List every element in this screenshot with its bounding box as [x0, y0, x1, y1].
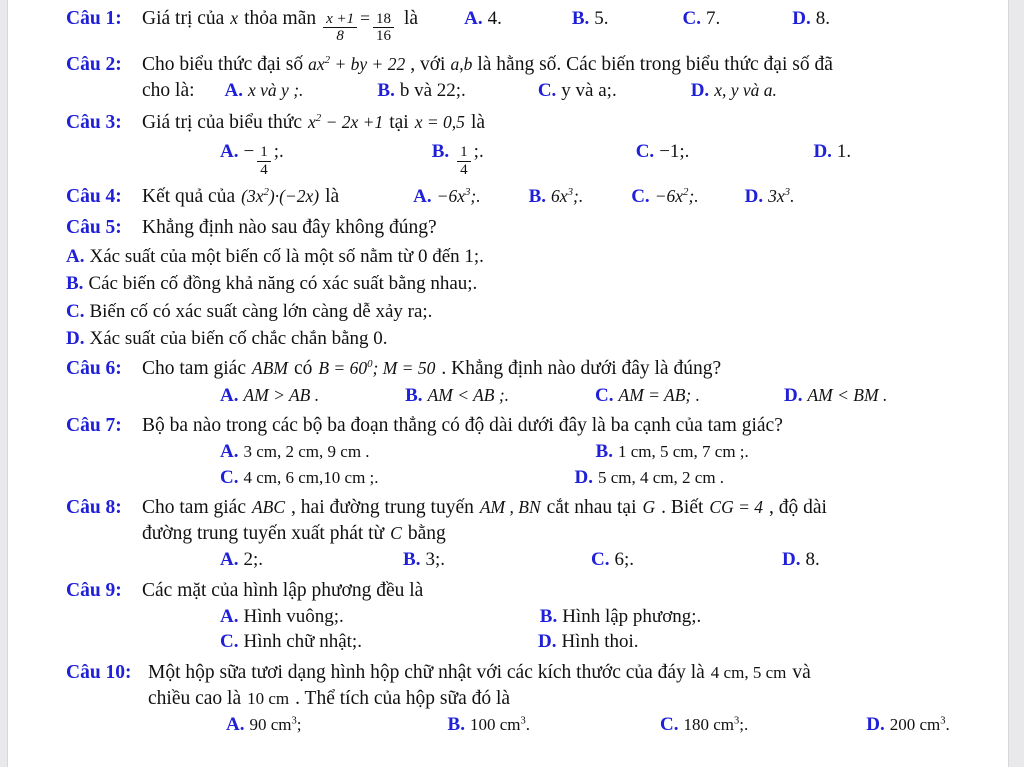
question-2-label: Câu 2:: [66, 53, 122, 75]
question-10-label: Câu 10:: [66, 661, 132, 683]
q1-option-c-value: 7.: [706, 8, 721, 29]
q1-option-c[interactable]: [683, 6, 721, 31]
q3-at-value: x = 0,5: [414, 112, 465, 133]
q7-option-a[interactable]: [220, 439, 370, 464]
q2-line1-a: Cho biểu thức đại số: [142, 53, 304, 75]
q8-option-a[interactable]: [220, 547, 263, 572]
question-9-label: Câu 9:: [66, 579, 122, 601]
q2-line1-c: là hằng số. Các biến trong biểu thức đại số đã: [477, 53, 833, 75]
q4-stem-post: là: [325, 186, 340, 208]
q1-fraction-left-numerator: x +1: [326, 11, 355, 27]
q2-option-a-value: x và y ;.: [248, 80, 304, 101]
q1-fraction-left: [323, 11, 357, 45]
question-10-body: [148, 660, 978, 738]
q6-stem-post: . Khẳng định nào dưới đây là đúng?: [441, 358, 722, 380]
q8-vertex: C: [390, 523, 402, 544]
q7-option-b-label: B.: [595, 441, 613, 463]
q8-line2-a: đường trung tuyến xuất phát từ: [142, 523, 385, 545]
q3-option-b-tail: ;.: [473, 141, 484, 163]
q1-option-c-label: C.: [682, 8, 701, 29]
q2-option-d[interactable]: [691, 78, 777, 103]
q5-option-d[interactable]: [66, 326, 978, 351]
q8-line2-b: bằng: [407, 523, 446, 545]
q5-option-a[interactable]: [66, 244, 978, 269]
question-9-body: [142, 578, 978, 655]
q7-option-d-label: D.: [574, 466, 593, 488]
q10-option-c[interactable]: [660, 712, 748, 737]
q8-option-c[interactable]: [591, 547, 634, 572]
q8-option-c-value: 6;.: [614, 549, 634, 571]
q9-option-a-label: A.: [220, 605, 239, 627]
q4-option-c-value: $-6x^2$;.: [654, 186, 699, 207]
question-9: [66, 578, 978, 655]
q6-given: $B = 60^0$; M = 50: [318, 358, 436, 379]
q3-stem-pre: Giá trị của biểu thức: [142, 112, 303, 134]
q1-stem-mid: thỏa mãn: [244, 8, 317, 29]
q6-triangle: ABM: [251, 358, 288, 379]
q4-option-c[interactable]: [631, 184, 698, 209]
q7-option-c-value: 4 cm, 6 cm,10 cm ;.: [243, 467, 379, 487]
question-7-body: [142, 413, 978, 490]
q9-stem: Các mặt của hình lập phương đều là: [142, 579, 424, 601]
q3-option-a-tail: ;.: [273, 141, 284, 163]
q3-option-b-fraction: [457, 144, 471, 178]
q10-option-b-value: 100 $cm^3$.: [469, 715, 530, 734]
q4-option-a[interactable]: [413, 184, 480, 209]
q1-fraction-left-denominator: 8: [323, 27, 357, 45]
q4-option-a-label: A.: [413, 186, 432, 208]
q5-option-a-value: Xác suất của một biến cố là một số nằm từ 0 đến 1;.: [89, 245, 484, 267]
q7-option-a-value: 3 cm, 2 cm, 9 cm .: [243, 442, 370, 462]
q6-option-b-label: B.: [405, 384, 423, 406]
q6-option-c[interactable]: [595, 383, 700, 408]
q1-fraction-right: [373, 11, 394, 45]
q2-line1-b: , với: [410, 53, 446, 75]
question-6-label: Câu 6:: [66, 358, 122, 380]
q4-option-d-value: $3x^3$.: [768, 186, 795, 207]
question-4-label: Câu 4:: [66, 186, 122, 208]
q3-option-b-label: B.: [431, 141, 450, 163]
q5-stem: Khẳng định nào sau đây không đúng?: [142, 217, 437, 239]
q10-option-c-value: 180 $cm^3$;.: [683, 715, 749, 734]
q4-stem-pre: Kết quả của: [142, 186, 236, 208]
q4-option-b-value: $6x^3$;.: [551, 186, 584, 207]
question-1-body: [142, 6, 978, 46]
q5-option-a-label: A.: [66, 245, 85, 267]
q8-line1-c: cắt nhau tại: [546, 497, 637, 519]
question-5-body: [142, 215, 978, 241]
q9-option-c-label: C.: [220, 631, 239, 653]
q7-stem: Bộ ba nào trong các bộ ba đoạn thẳng có độ dài dưới đây là ba cạnh của tam giác?: [142, 414, 783, 436]
question-3-label: Câu 3:: [66, 112, 122, 134]
q6-option-d-value: AM < BM .: [807, 384, 888, 405]
q3-expression: $x^2 - 2x +1$: [308, 112, 384, 133]
q10-line2-b: . Thể tích của hộp sữa đó là: [295, 687, 511, 709]
q10-line1-a: Một hộp sữa tươi dạng hình hộp chữ nhật với các kích thước của đáy là: [148, 661, 705, 683]
q8-option-b-value: 3;.: [425, 549, 445, 571]
q2-option-a[interactable]: [225, 78, 304, 103]
q4-option-b[interactable]: [529, 184, 584, 209]
q2-option-b-value: b và 22;.: [399, 80, 466, 102]
q1-option-d-label: D.: [792, 8, 811, 29]
question-2: [66, 52, 978, 104]
q1-equals: =: [360, 8, 371, 28]
question-6: [66, 356, 978, 408]
q4-option-b-label: B.: [528, 186, 547, 208]
q10-option-d[interactable]: [866, 712, 950, 737]
q10-dimensions: 4 cm, 5 cm: [710, 662, 787, 682]
q6-option-a-value: AM > AB .: [243, 384, 320, 405]
q3-option-b-denominator: 4: [457, 161, 471, 179]
q3-option-d-label: D.: [813, 141, 832, 163]
q10-option-d-value: 200 $cm^3$.: [889, 715, 950, 734]
exam-content: [8, 0, 1008, 737]
q3-option-a-label: A.: [220, 141, 239, 163]
q8-line1-b: , hai đường trung tuyến: [291, 497, 474, 519]
q1-option-d-value: 8.: [815, 8, 830, 29]
q6-option-b[interactable]: [405, 383, 509, 408]
question-8-body: [142, 495, 978, 573]
q6-option-d[interactable]: [784, 383, 887, 408]
q1-option-a-label: A.: [464, 8, 483, 29]
q3-stem-mid: tại: [389, 112, 409, 134]
q2-option-b-label: B.: [377, 80, 395, 102]
q9-option-a-value: Hình vuông;.: [243, 605, 344, 627]
q6-option-c-label: C.: [595, 384, 614, 406]
q2-option-c-label: C.: [537, 80, 557, 102]
question-1-label: Câu 1:: [66, 8, 122, 29]
q3-option-d[interactable]: [813, 139, 851, 164]
q9-option-b-label: B.: [539, 605, 558, 627]
q5-option-c-value: Biến cố có xác suất càng lớn càng dễ xảy ra;.: [89, 300, 433, 322]
question-3: [66, 110, 978, 179]
q1-stem-var: x: [230, 8, 239, 28]
question-1: [66, 6, 978, 46]
q8-option-b-label: B.: [403, 549, 421, 571]
q9-option-b-value: Hình lập phương;.: [562, 605, 702, 627]
q2-option-d-value: x, y và a.: [714, 80, 777, 101]
q8-option-d-label: D.: [782, 549, 801, 571]
q7-option-c[interactable]: [220, 465, 379, 490]
q2-constants: a,b: [450, 53, 473, 74]
question-5-options: [66, 244, 978, 352]
q2-expression: $ax^2$ + by + 22: [308, 53, 406, 74]
q4-option-d-label: D.: [744, 186, 764, 208]
question-10: [66, 660, 978, 738]
question-8-label: Câu 8:: [66, 497, 122, 519]
q10-option-a-label: A.: [226, 714, 245, 735]
q10-option-b[interactable]: [448, 712, 530, 737]
q7-option-b-value: 1 cm, 5 cm, 7 cm ;.: [617, 442, 749, 462]
q7-option-c-label: C.: [220, 466, 239, 488]
q9-option-d[interactable]: [538, 629, 639, 654]
q5-option-b[interactable]: [66, 271, 978, 296]
q3-option-a-sign: −: [243, 141, 255, 163]
q10-option-a[interactable]: [226, 712, 302, 737]
q3-stem-post: là: [470, 112, 486, 134]
q1-option-a-value: 4.: [487, 8, 502, 29]
q5-option-d-label: D.: [66, 327, 85, 349]
q1-option-b-label: B.: [571, 8, 590, 29]
q1-option-b-value: 5.: [594, 8, 609, 29]
q1-stem-post: là: [404, 8, 419, 29]
q8-option-d-value: 8.: [805, 549, 820, 571]
q10-option-a-value: 90 $cm^3$;: [249, 715, 302, 734]
q2-line2-lead: cho là:: [142, 80, 195, 102]
q5-option-b-value: Các biến cố đồng khả năng có xác suất bằng nhau;.: [88, 273, 478, 295]
q1-stem-pre: Giá trị của: [142, 8, 225, 29]
q10-line2-a: chiều cao là: [148, 687, 242, 709]
question-2-body: [142, 52, 978, 104]
q8-line1-a: Cho tam giác: [142, 497, 246, 519]
q3-option-a-numerator: 1: [260, 144, 268, 161]
q6-option-c-value: AM = AB; .: [618, 384, 700, 405]
q8-medians: AM , BN: [479, 497, 541, 518]
question-4-body: [142, 184, 978, 210]
q3-option-a[interactable]: [220, 139, 284, 179]
q10-option-c-label: C.: [660, 714, 679, 735]
q6-stem-pre: Cho tam giác: [142, 358, 246, 380]
q3-option-a-fraction: [257, 144, 271, 178]
q2-option-c[interactable]: [538, 78, 617, 103]
q7-option-b[interactable]: [596, 439, 749, 464]
q3-option-a-denominator: 4: [257, 161, 271, 179]
q7-option-a-label: A.: [220, 441, 239, 463]
q5-option-c-label: C.: [66, 300, 85, 322]
q3-option-b[interactable]: [432, 139, 484, 179]
q9-option-d-value: Hình thoi.: [561, 631, 639, 653]
q8-line1-d: . Biết: [661, 497, 704, 519]
q4-option-a-value: $-6x^3$;.: [436, 186, 481, 207]
q3-option-c-label: C.: [635, 141, 655, 163]
q6-option-b-value: AM < AB ;.: [427, 384, 510, 405]
exam-page: [8, 0, 1008, 767]
question-5-label: Câu 5:: [66, 217, 122, 239]
q8-option-a-label: A.: [220, 549, 239, 571]
q3-option-d-value: 1.: [836, 141, 852, 163]
q9-option-a[interactable]: [220, 604, 344, 629]
q6-option-d-label: D.: [783, 384, 803, 406]
q2-option-c-value: y và a;.: [561, 80, 617, 102]
question-3-body: [142, 110, 978, 179]
q10-option-d-label: D.: [866, 714, 885, 735]
q1-fraction-right-denominator: 16: [373, 27, 394, 45]
q2-option-d-label: D.: [690, 80, 710, 102]
q2-option-a-label: A.: [224, 80, 244, 102]
q9-option-c[interactable]: [220, 629, 362, 654]
q6-option-a[interactable]: [220, 383, 319, 408]
q5-option-c[interactable]: [66, 299, 978, 324]
q10-option-b-label: B.: [447, 714, 465, 735]
q5-option-d-value: Xác suất của biến cố chắc chắn bằng 0.: [89, 327, 388, 349]
q3-option-c[interactable]: [636, 139, 690, 164]
q8-option-a-value: 2;.: [243, 549, 264, 571]
question-6-body: [142, 356, 978, 408]
q8-option-d[interactable]: [782, 547, 820, 572]
question-7-label: Câu 7:: [66, 414, 122, 436]
q1-option-d[interactable]: [792, 6, 830, 31]
q9-option-d-label: D.: [537, 631, 557, 653]
q7-option-d[interactable]: [575, 465, 725, 490]
question-4: [66, 184, 978, 210]
q4-option-d[interactable]: [745, 184, 795, 209]
q7-option-d-value: 5 cm, 4 cm, 2 cm .: [598, 467, 725, 487]
q10-height: 10 cm: [247, 688, 290, 708]
q5-option-b-label: B.: [66, 273, 84, 295]
q8-option-c-label: C.: [590, 549, 610, 571]
question-5: [66, 215, 978, 241]
q1-option-a[interactable]: [464, 6, 502, 31]
q3-option-c-value: −1;.: [659, 141, 690, 163]
q1-fraction-right-numerator: 18: [376, 11, 392, 27]
q6-option-a-label: A.: [220, 384, 239, 406]
question-7: [66, 413, 978, 490]
q2-option-b[interactable]: [377, 78, 465, 103]
q1-option-b[interactable]: [572, 6, 609, 31]
question-8: [66, 495, 978, 573]
q9-option-c-value: Hình chữ nhật;.: [243, 631, 362, 653]
q6-stem-mid: có: [293, 358, 313, 380]
q8-given: CG = 4: [709, 497, 764, 518]
q4-option-c-label: C.: [631, 186, 650, 208]
q8-line1-e: , độ dài: [769, 497, 827, 519]
q10-line1-b: và: [792, 661, 811, 683]
q9-option-b[interactable]: [540, 604, 702, 629]
q8-option-b[interactable]: [403, 547, 445, 572]
q4-expression: $(3x^2)\cdot(-2x)$: [241, 186, 320, 207]
q8-triangle: ABC: [251, 497, 286, 518]
q8-point: G: [642, 497, 656, 518]
q3-option-b-numerator: 1: [460, 144, 468, 161]
